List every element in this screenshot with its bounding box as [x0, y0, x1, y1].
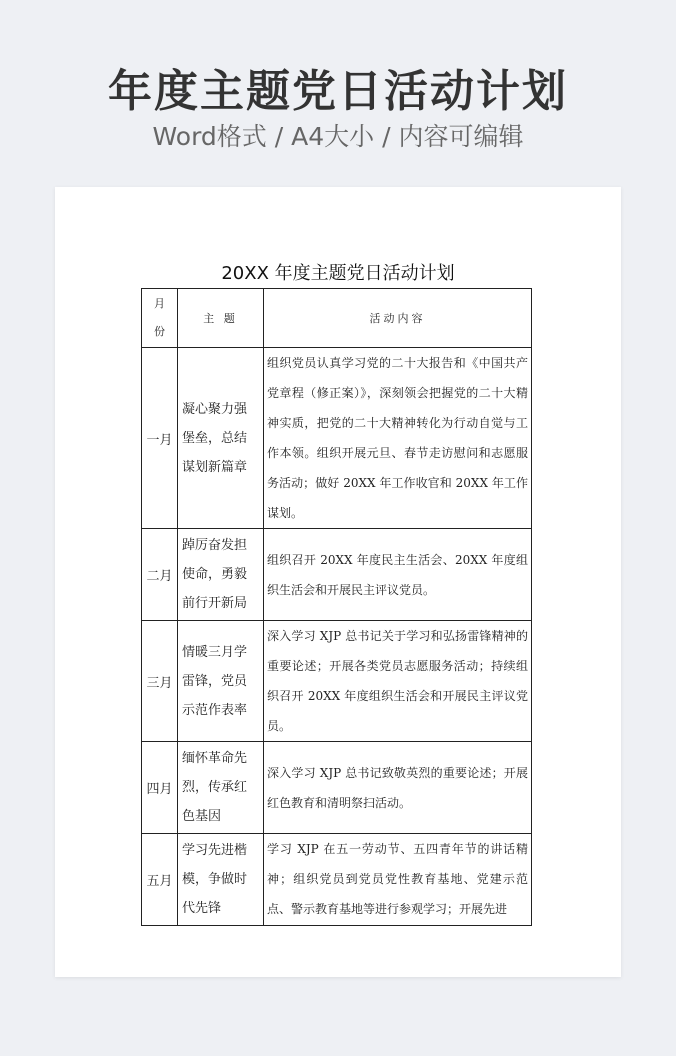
- table-row: [142, 742, 532, 834]
- month-cell: 二月: [142, 529, 178, 621]
- table-row: [142, 621, 532, 742]
- header-month: [142, 289, 178, 348]
- activity-plan-table: [141, 288, 532, 926]
- banner-title: 年度主题党日活动计划: [108, 66, 568, 117]
- month-cell: 四月: [142, 742, 178, 834]
- month-cell: 一月: [142, 348, 178, 529]
- document-page: [55, 187, 621, 977]
- theme-cell: 情暖三月学雷锋，党员示范作表率: [178, 621, 264, 742]
- table-header-row: [142, 289, 532, 348]
- content-cell: 组织召开 20XX 年度民主生活会、20XX 年度组织生活会和开展民主评议党员。: [264, 529, 532, 621]
- document-title: 20XX 年度主题党日活动计划: [221, 263, 455, 284]
- theme-cell: 缅怀革命先烈，传承红色基因: [178, 742, 264, 834]
- content-cell: 深入学习 XJP 总书记致敬英烈的重要论述；开展红色教育和清明祭扫活动。: [264, 742, 532, 834]
- header-month-top: 月: [154, 297, 165, 310]
- header-theme: 主 题: [178, 289, 264, 348]
- content-cell: 深入学习 XJP 总书记关于学习和弘扬雷锋精神的重要论述；开展各类党员志愿服务活动；持续组织召开 20XX 年度组织生活会和开展民主评议党员。: [264, 621, 532, 742]
- content-cell-text: 学习 XJP 在五一劳动节、五四青年节的讲话精神；组织党员到党员党性教育基地、党建示范点、警示教育基地等进行参观学习；开展先进: [267, 842, 528, 916]
- table-row: [142, 834, 532, 926]
- theme-cell: 踔厉奋发担使命，勇毅前行开新局: [178, 529, 264, 621]
- content-cell: [264, 834, 532, 926]
- content-cell: 组织党员认真学习党的二十大报告和《中国共产党章程（修正案）》，深刻领会把握党的二十大精神实质，把党的二十大精神转化为行动自觉与工作本领。组织开展元旦、春节走访慰问和志愿服务活动；做好 20XX 年工作收官和 20XX 年工作谋划。: [264, 348, 532, 529]
- month-cell: 三月: [142, 621, 178, 742]
- table-row: [142, 529, 532, 621]
- month-cell: 五月: [142, 834, 178, 926]
- table-row: [142, 348, 532, 529]
- theme-cell: 凝心聚力强堡垒，总结谋划新篇章: [178, 348, 264, 529]
- theme-cell: 学习先进楷模，争做时代先锋: [178, 834, 264, 926]
- header-month-bottom: 份: [154, 325, 165, 338]
- banner-subtitle: Word格式 / A4大小 / 内容可编辑: [152, 122, 524, 151]
- header-content: 活动内容: [264, 289, 532, 348]
